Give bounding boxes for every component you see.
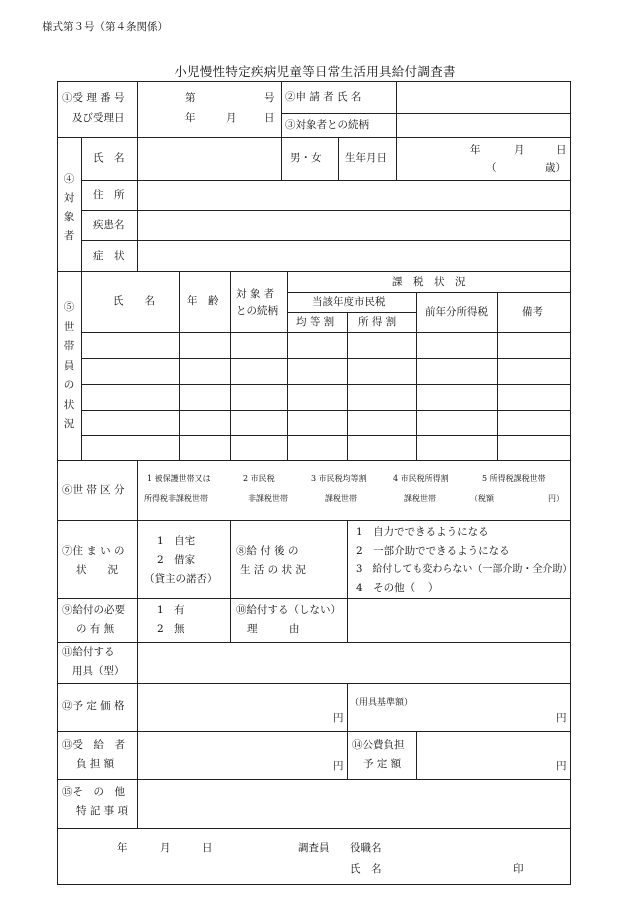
rule-price-label-right bbox=[137, 683, 138, 779]
rule-price-bottom bbox=[57, 731, 571, 732]
receipt-day: 日 bbox=[264, 112, 275, 124]
household-remarks: 備考 bbox=[522, 306, 543, 318]
rule-subject-field-right bbox=[137, 137, 138, 271]
price-yen: 円 bbox=[333, 712, 344, 724]
rule-notes-bottom bbox=[57, 828, 571, 829]
rule-household-bottom bbox=[57, 460, 571, 461]
housing-opt1: 1 自宅 bbox=[157, 535, 196, 547]
subject-symptom-label: 症 状 bbox=[93, 250, 125, 262]
rule-municipal-bottom bbox=[287, 312, 416, 313]
after-life-opt1: 1 自力でできるようになる bbox=[356, 526, 489, 538]
rule-applicant-mid bbox=[281, 113, 571, 114]
rule-subject-bottom bbox=[57, 271, 571, 272]
receipt-number-prefix: 第 bbox=[185, 92, 196, 104]
housing-opt2-note: （貸主の諾否） bbox=[144, 573, 218, 585]
applicant-name-label: ②申 請 者 氏 名 bbox=[285, 91, 362, 103]
footer-day: 日 bbox=[202, 842, 213, 854]
rule-housing-bottom bbox=[57, 598, 571, 599]
equipment-label-line2: 用具（型） bbox=[72, 665, 125, 677]
rule-equipment-label-right bbox=[137, 642, 138, 683]
subject-disease-label: 疾患名 bbox=[93, 219, 125, 231]
footer-month: 月 bbox=[160, 842, 171, 854]
subject-age-open: （ bbox=[486, 162, 497, 174]
subject-birthdate-label: 生年月日 bbox=[345, 152, 387, 164]
subject-birth-year: 年 bbox=[470, 144, 481, 156]
rule-subject-address-top bbox=[81, 180, 571, 181]
subject-sex-label: 男・女 bbox=[290, 152, 322, 164]
footer-position: 役職名 bbox=[350, 842, 382, 854]
category-opt2-line2: 非課税世帯 bbox=[248, 494, 288, 503]
subject-section-label: ④対象者 bbox=[63, 173, 75, 242]
rule-receipt-label-right bbox=[137, 81, 138, 137]
receipt-label-line1: ①受 理 番 号 bbox=[62, 92, 125, 104]
public-burden-line1: ⑭公費負担 bbox=[352, 739, 405, 751]
equipment-label-line1: ⑪給付する bbox=[62, 646, 115, 658]
rule-notes-label-right bbox=[137, 779, 138, 828]
category-opt1-line1: 1 被保護世帯又は bbox=[147, 474, 211, 483]
rule-household-label-right bbox=[81, 271, 82, 460]
category-opt4-line2: 課税世帯 bbox=[404, 494, 436, 503]
subject-birth-day: 日 bbox=[556, 144, 567, 156]
category-opt2-line1: 2 市民税 bbox=[243, 474, 275, 483]
after-life-opt4-open: 4 その他（ bbox=[356, 582, 416, 594]
burden-label-line1: ⑬受 給 者 bbox=[62, 739, 125, 751]
rule-need-label-right bbox=[137, 598, 138, 642]
rule-applicant-left bbox=[281, 81, 282, 137]
household-tax-status: 課 税 状 況 bbox=[392, 276, 466, 288]
housing-label-line2: 状 況 bbox=[76, 564, 118, 576]
rule-decision-label-right bbox=[347, 598, 348, 642]
household-prev-income-tax: 前年分所得税 bbox=[425, 306, 488, 318]
rule-receipt-bottom bbox=[57, 137, 571, 138]
price-standard-yen: 円 bbox=[556, 712, 567, 724]
household-col-age: 年 齢 bbox=[187, 295, 219, 307]
rule-tax-status-bottom bbox=[287, 292, 571, 293]
rule-need-opts-right bbox=[230, 598, 231, 642]
public-burden-yen: 円 bbox=[556, 760, 567, 772]
category-opt1-line2: 所得税非課税世帯 bbox=[144, 494, 208, 503]
footer-name: 氏 名 bbox=[350, 863, 382, 875]
category-opt4-line1: 4 市民税所得割 bbox=[393, 474, 449, 483]
rule-household-relation-left bbox=[230, 271, 231, 460]
rule-household-remarks-left bbox=[497, 292, 498, 460]
after-life-label-line2: 生 活 の 状 況 bbox=[240, 564, 306, 576]
rule-subject-disease-top bbox=[81, 210, 571, 211]
rule-category-label-right bbox=[137, 460, 138, 520]
footer-year: 年 bbox=[117, 842, 128, 854]
receipt-month: 月 bbox=[226, 112, 237, 124]
category-opt3-line2: 課税世帯 bbox=[325, 494, 357, 503]
rule-subject-symptom-top bbox=[81, 240, 571, 241]
rule-burden-bottom bbox=[57, 779, 571, 780]
subject-name-label: 氏 名 bbox=[93, 152, 125, 164]
rule-subject-label-right bbox=[81, 137, 82, 271]
decision-label-line1: ⑩給付する（しない） bbox=[236, 604, 341, 616]
subject-age-close: 歳） bbox=[545, 162, 566, 174]
need-opt2: 2 無 bbox=[157, 623, 185, 635]
category-opt3-line1: 3 市民税均等割 bbox=[311, 474, 367, 483]
household-col-relation-line1: 対 象 者 bbox=[236, 288, 275, 300]
household-municipal-tax: 当該年度市民税 bbox=[312, 296, 386, 308]
rule-subject-birthval-left bbox=[396, 137, 397, 180]
rule-household-income-left bbox=[347, 312, 348, 460]
category-opt5-line1: 5 所得税課税世帯 bbox=[482, 474, 546, 483]
subject-birth-month: 月 bbox=[514, 144, 525, 156]
after-life-opt4-close: ） bbox=[428, 582, 439, 594]
applicant-relation-label: ③対象者との続柄 bbox=[285, 119, 369, 131]
rule-price-mid bbox=[347, 683, 348, 779]
rule-subject-sex-left bbox=[281, 137, 282, 180]
rule-household-age-left bbox=[179, 271, 180, 460]
burden-yen: 円 bbox=[333, 760, 344, 772]
rule-applicant-value-left bbox=[396, 81, 397, 137]
burden-label-line2: 負 担 額 bbox=[76, 758, 115, 770]
rule-housing-opts-right bbox=[230, 520, 231, 598]
receipt-label-line2: 及び受理日 bbox=[72, 112, 125, 124]
public-burden-line2: 予 定 額 bbox=[363, 758, 402, 770]
rule-housing-label-right bbox=[137, 520, 138, 598]
need-opt1: 1 有 bbox=[157, 604, 185, 616]
rule-equipment-bottom bbox=[57, 683, 571, 684]
rule-category-bottom bbox=[57, 520, 571, 521]
category-opt5-line2-close: 円） bbox=[548, 494, 564, 503]
rule-household-tax-left bbox=[287, 271, 288, 460]
need-label-line2: の 有 無 bbox=[76, 623, 115, 635]
category-label: ⑥世 帯 区 分 bbox=[62, 484, 125, 496]
household-col-name: 氏 名 bbox=[113, 295, 155, 307]
page-title: 小児慢性特定疾病児童等日常生活用具給付調査書 bbox=[174, 64, 456, 79]
after-life-opt3: 3 給付しても変わらない（一部介助・全介助） bbox=[356, 564, 573, 575]
rule-subject-birth-left bbox=[338, 137, 339, 180]
household-col-relation-line2: との続柄 bbox=[236, 305, 278, 317]
category-opt5-line2-open: （税額 bbox=[470, 494, 494, 503]
subject-address-label: 住 所 bbox=[93, 189, 125, 201]
notes-label-line1: ⑮そ の 他 bbox=[62, 786, 125, 798]
household-section-label: ⑤世帯員の状況 bbox=[63, 301, 75, 430]
after-life-opt2: 2 一部介助でできるようになる bbox=[356, 545, 510, 557]
rule-public-label-right bbox=[416, 731, 417, 779]
household-income-levy: 所 得 割 bbox=[358, 316, 397, 328]
footer-seal: 印 bbox=[513, 863, 524, 875]
price-label: ⑫予 定 価 格 bbox=[62, 700, 125, 712]
rule-household-prevtax-left bbox=[416, 292, 417, 460]
receipt-year: 年 bbox=[185, 112, 196, 124]
need-label-line1: ⑨給付の必要 bbox=[62, 604, 125, 616]
household-equal-levy: 均 等 割 bbox=[296, 316, 335, 328]
housing-opt2: 2 借家 bbox=[157, 554, 196, 566]
after-life-label-line1: ⑧給 付 後 の bbox=[236, 545, 299, 557]
rule-afterlife-label-right bbox=[347, 520, 348, 598]
decision-label-line2: 理 由 bbox=[247, 623, 300, 635]
housing-label-line1: ⑦住 ま い の bbox=[62, 545, 125, 557]
receipt-number-suffix: 号 bbox=[264, 92, 275, 104]
footer-investigator: 調査員 bbox=[298, 842, 330, 854]
notes-label-line2: 特 記 事 項 bbox=[76, 805, 129, 817]
form-id: 様式第３号（第４条関係） bbox=[42, 21, 168, 33]
price-standard: （用具基準額） bbox=[350, 698, 414, 708]
rule-need-bottom bbox=[57, 642, 571, 643]
